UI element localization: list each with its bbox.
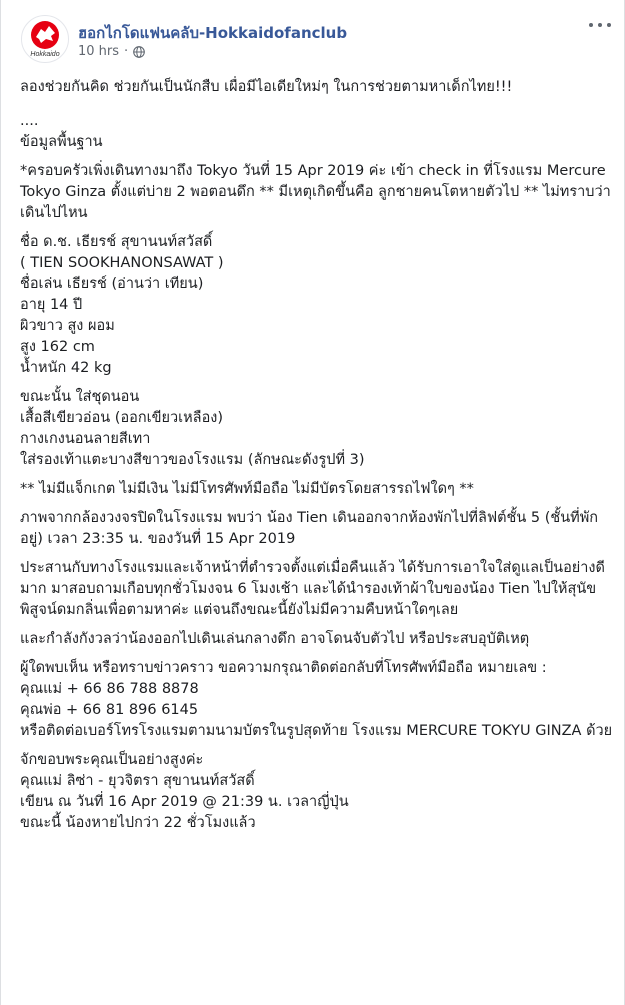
meta-separator: · (124, 44, 129, 59)
post-paragraph: ชื่อ ด.ช. เธียรช์ สุขานนท์สวัสดิ์ ( TIEN SOOKHANONSAWAT ) ชื่อเล่น เธียรช์ (อ่านว่า เทียน) อายุ 14 ปี ผิวขาว สูง ผอม สูง 162 cm น้ำหนัก 42 kg (20, 234, 224, 376)
post-paragraph: ผู้ใดพบเห็น หรือทราบข่าวคราว ขอความกรุณาติดต่อกลับที่โทรศัพท์มือถือ หมายเลข : คุณแม่ + 66 86 788 8878 คุณพ่อ + 66 81 896 6145 หรือติดต่อเบอร์โทรโรงแรมตามนามบัตรในรูปสุดท้าย โรงแรม MERCURE TOKYU GINZA ด้วย (20, 660, 613, 739)
post-paragraph: ประสานกับทางโรงแรมและเจ้าหน้าที่ตำรวจตั้งแต่เมื่อคืนแล้ว ได้รับการเอาใจใส่ดูแลเป็นอย่างดีมาก มาสอบถามเกือบทุกชั่วโมงจน 6 โมงเช้า และได้นำรองเท้าผ้าใบของน้อง Tien ไปให้สุนัขพิสูจน์ดมกลิ่นเพื่อตามหาค่ะ แต่จนถึงขณะนี้ยังไม่มีความคืบหน้าใดๆเลย (20, 560, 605, 618)
post-header (21, 13, 611, 65)
post-paragraph: ** ไม่มีแจ็กเกต ไม่มีเงิน ไม่มีโทรศัพท์มือถือ ไม่มีบัตรโดยสารรถไฟใดๆ ** (20, 481, 474, 497)
post-timestamp[interactable]: 10 hrs (78, 44, 120, 59)
hokkaido-logo-icon (22, 16, 68, 62)
page-avatar[interactable] (21, 15, 69, 63)
post-paragraph: ภาพจากกล้องวงจรปิดในโรงแรม พบว่า น้อง Tien เดินออกจากห้องพักไปที่ลิฟต์ชั้น 5 (ชั้นที่พักอยู่) เวลา 23:35 น. ของวันที่ 15 Apr 2019 (20, 510, 599, 547)
post-paragraph: ลองช่วยกันคิด ช่วยกันเป็นนักสืบ เผื่อมีไอเดียใหม่ๆ ในการช่วยตามหาเด็กไทย!!! (20, 79, 513, 95)
page-name-link[interactable]: ฮอกไกโดแฟนคลับ-Hokkaidofanclub (78, 24, 348, 42)
post-paragraph: จักขอบพระคุณเป็นอย่างสูงค่ะ คุณแม่ ลิซ่า - ยุวจิตรา สุขานนท์สวัสดิ์ เขียน ณ วันที่ 16 Apr 2019 @ 21:39 น. เวลาญี่ปุ่น ขณะนี้ น้องหายไปกว่า 22 ชั่วโมงแล้ว (20, 752, 349, 831)
post-paragraph: ขณะนั้น ใส่ชุดนอน เสื้อสีเขียวอ่อน (ออกเขียวเหลือง) กางเกงนอนลายสีเทา ใส่รองเท้าแตะบางสีขาวของโรงแรม (ลักษณะดังรูปที่ 3) (20, 389, 365, 468)
more-options-icon[interactable] (589, 17, 611, 33)
post-meta (78, 44, 145, 59)
post-paragraph: *ครอบครัวเพิ่งเดินทางมาถึง Tokyo วันที่ 15 Apr 2019 ค่ะ เข้า check in ที่โรงแรม Mercure Tokyo Ginza ตั้งแต่บ่าย 2 พอตอนดึก ** มีเหตุเกิดขึ้นคือ ลูกชายคนโตหายตัวไป ** ไม่ทราบว่าเดินไปไหน (20, 163, 611, 221)
avatar-logo-text: Hokkaido (30, 51, 60, 58)
globe-icon[interactable] (133, 46, 145, 58)
post-body (20, 77, 616, 842)
post-paragraph: .... ข้อมูลพื้นฐาน (20, 113, 103, 150)
post-paragraph: และกำลังกังวลว่าน้องออกไปเดินเล่นกลางดึก อาจโดนจับตัวไป หรือประสบอุบัติเหตุ (20, 631, 530, 647)
